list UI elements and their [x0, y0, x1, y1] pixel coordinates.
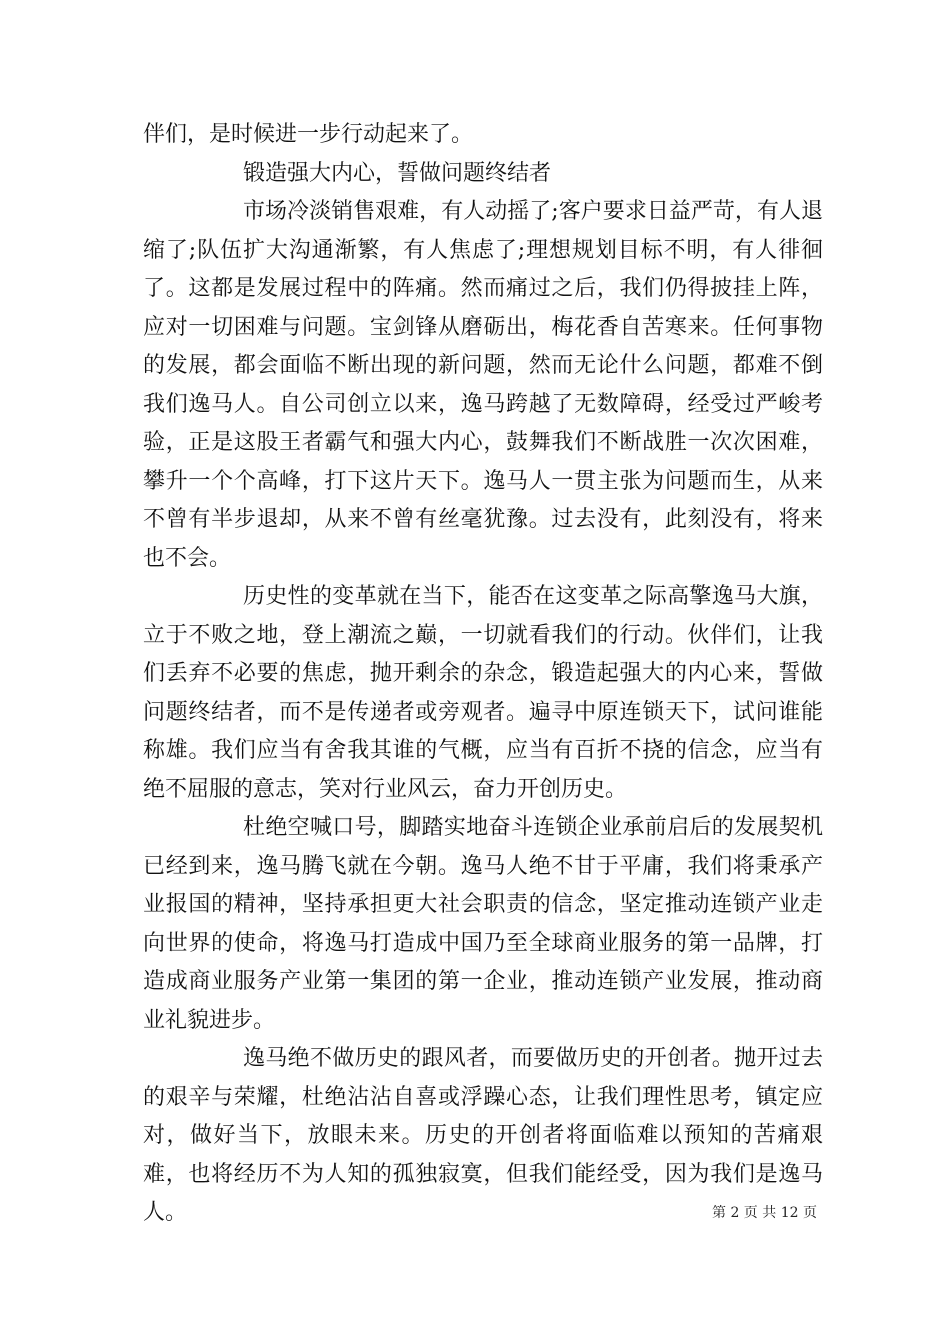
- document-body: [143, 116, 823, 1233]
- section-heading: 锻造强大内心，誓做问题终结者: [243, 160, 552, 186]
- paragraph-practical-action: 杜绝空喊口号，脚踏实地奋斗连锁企业承前启后的发展契机已经到来，逸马腾飞就在今朝。逸马人绝不甘于平庸，我们将秉承产业报国的精神，坚持承担更大社会职责的信念，坚定推动连锁产业走向世界的使命，将逸马打造成中国乃至全球商业服务的第一品牌，打造成商业服务产业第一集团的第一企业，推动连锁产业发展，推动商业礼貌进步。: [143, 815, 823, 1033]
- paragraph-continuation: 伴们，是时候进一步行动起来了。: [143, 122, 474, 147]
- page-number-footer: 第 2 页 共 12 页: [712, 1205, 817, 1221]
- paragraph-historic-change: 历史性的变革就在当下，能否在这变革之际高擎逸马大旗，立于不败之地，登上潮流之巅，一切就看我们的行动。伙伴们，让我们丢弃不必要的焦虑，抛开剩余的杂念，锻造起强大的内心来，誓做问题终结者，而不是传递者或旁观者。遍寻中原连锁天下，试问谁能称雄。我们应当有舍我其谁的气概，应当有百折不挠的信念，应当有绝不屈服的意志，笑对行业风云，奋力开创历史。: [143, 584, 823, 802]
- paragraph-problem-solving: 市场冷淡销售艰难，有人动摇了;客户要求日益严苛，有人退缩了;队伍扩大沟通渐繁，有人焦虑了;理想规划目标不明，有人徘徊了。这都是发展过程中的阵痛。然而痛过之后，我们仍得披挂上阵，应对一切困难与问题。宝剑锋从磨砺出，梅花香自苦寒来。任何事物的发展，都会面临不断出现的新问题，然而无论什么问题，都难不倒我们逸马人。自公司创立以来，逸马跨越了无数障碍，经受过严峻考验，正是这股王者霸气和强大内心，鼓舞我们不断战胜一次次困难，攀升一个个高峰，打下这片天下。逸马人一贯主张为问题而生，从来不曾有半步退却，从来不曾有丝毫犹豫。过去没有，此刻没有，将来也不会。: [143, 199, 823, 571]
- paragraph-pioneer: 逸马绝不做历史的跟风者，而要做历史的开创者。抛开过去的艰辛与荣耀，杜绝沾沾自喜或浮躁心态，让我们理性思考，镇定应对，做好当下，放眼未来。历史的开创者将面临难以预知的苦痛艰难，也将经历不为人知的孤独寂寞，但我们能经受，因为我们是逸马人。: [143, 1046, 823, 1225]
